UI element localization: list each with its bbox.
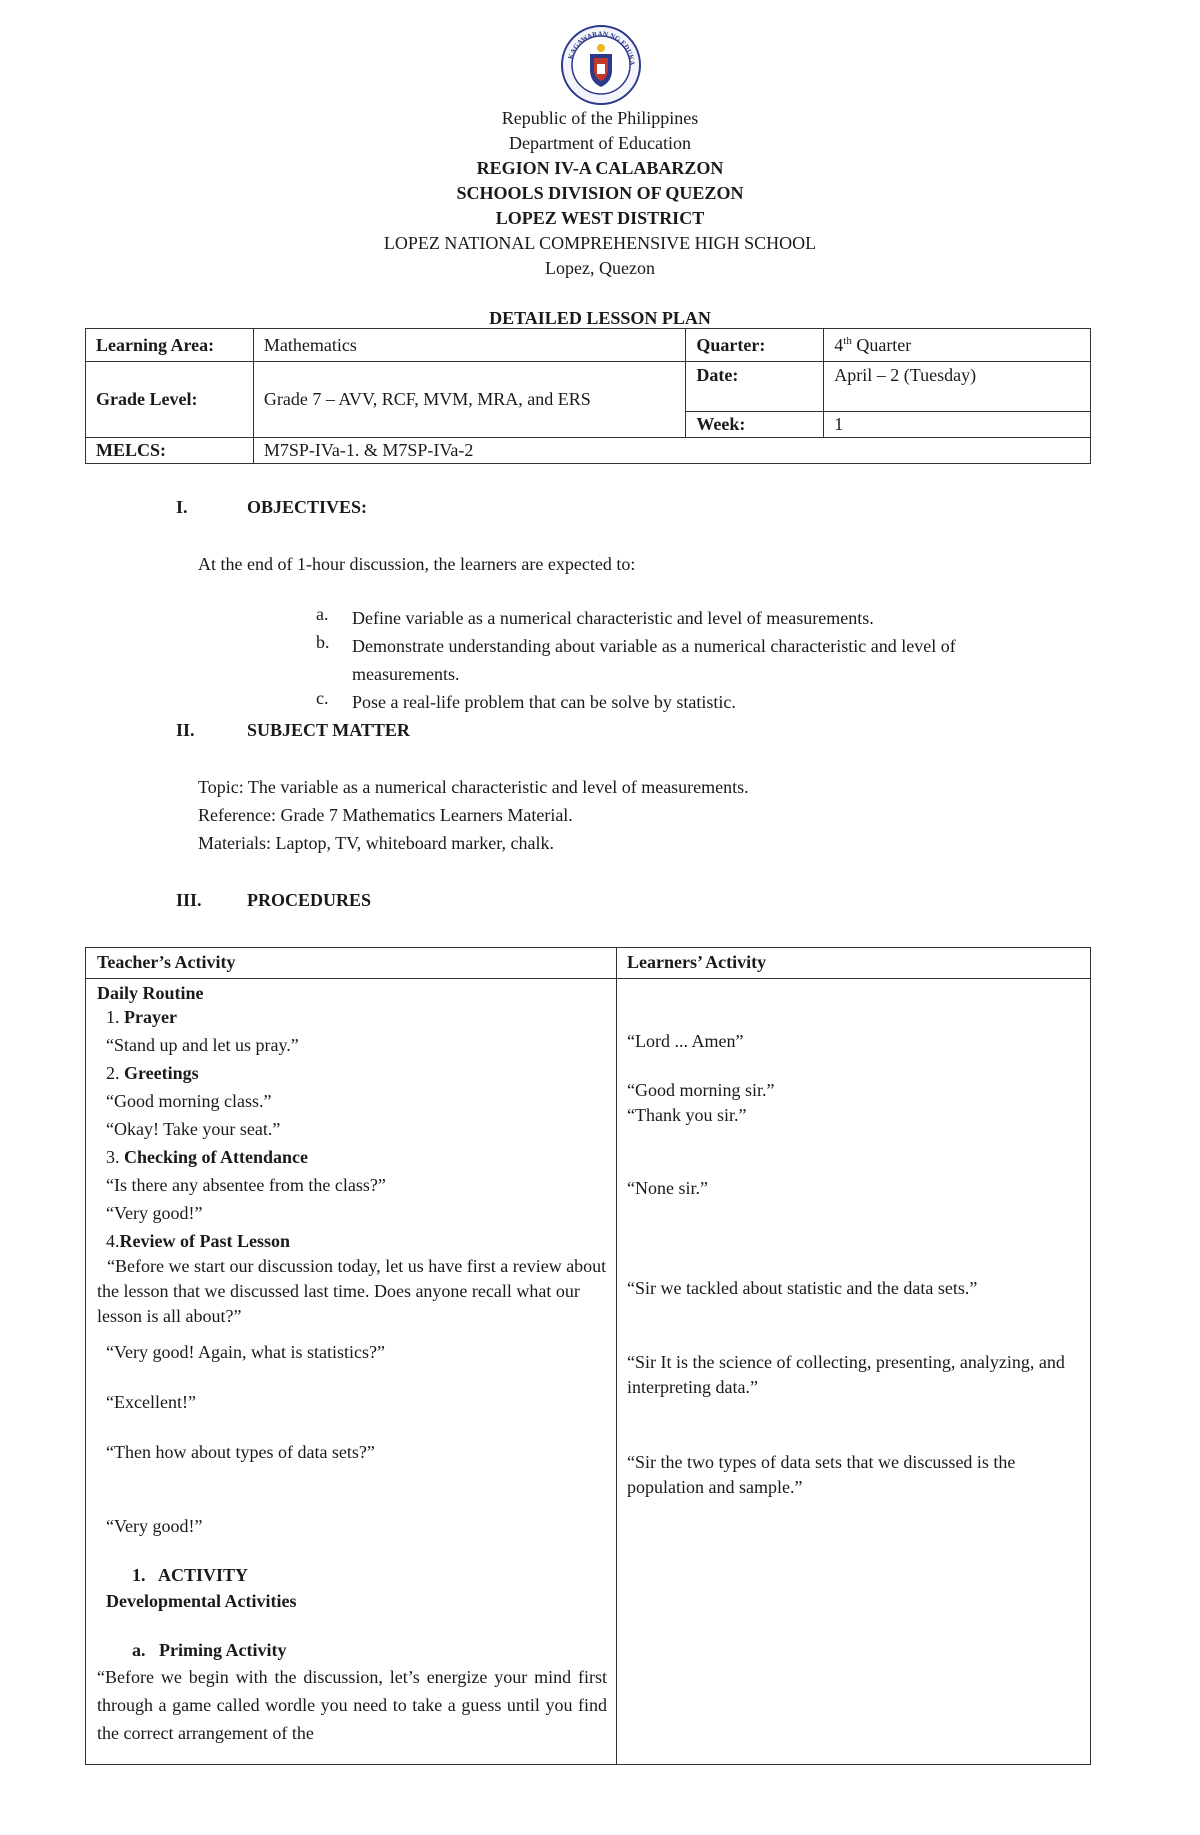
header-rule: [86, 978, 1090, 979]
learner-review-text-2: “Sir It is the science of collecting, presenting, analyzing, and interpreting data.”: [627, 1352, 1065, 1397]
objective-a-letter: a.: [316, 604, 329, 624]
learner-greeting-text-1: “Good morning sir.”: [627, 1080, 775, 1100]
teacher-attendance-text-1: “Is there any absentee from the class?”: [106, 1175, 386, 1195]
learners-activity-header: Learners’ Activity: [627, 952, 767, 972]
teacher-activity-header: Teacher’s Activity: [97, 952, 236, 972]
header-region: REGION IV-A CALABARZON: [476, 158, 724, 178]
melcs-label: MELCS:: [86, 438, 254, 464]
subject-matter-number: II.: [176, 720, 195, 740]
teacher-review-text-5: “Very good!”: [106, 1516, 203, 1536]
daily-routine-heading: Daily Routine: [97, 983, 204, 1003]
deped-seal-icon: [560, 24, 642, 106]
header-district: LOPEZ WEST DISTRICT: [495, 208, 705, 228]
week-value: 1: [824, 412, 1091, 438]
grade-level-value: Grade 7 – AVV, RCF, MVM, MRA, and ERS: [253, 362, 685, 438]
melcs-value: M7SP-IVa-1. & M7SP-IVa-2: [253, 438, 1090, 464]
date-label: Date:: [686, 362, 824, 412]
svg-text:KAGAWARAN NG EDUKASYON: KAGAWARAN NG EDUKA: [566, 29, 637, 66]
greetings-heading: 2. Greetings: [106, 1063, 199, 1083]
learner-prayer-text: “Lord ... Amen”: [627, 1031, 744, 1051]
header-republic: Republic of the Philippines: [501, 108, 699, 128]
objective-a-text: Define variable as a numerical characteristic and level of measurements.: [352, 608, 874, 628]
developmental-activities-heading: Developmental Activities: [106, 1591, 297, 1611]
objectives-intro: At the end of 1-hour discussion, the learners are expected to:: [198, 554, 636, 574]
review-heading: 4.Review of Past Lesson: [106, 1231, 290, 1251]
teacher-greeting-text-2: “Okay! Take your seat.”: [106, 1119, 281, 1139]
quarter-value: 4th Quarter: [824, 329, 1091, 362]
objectives-number: I.: [176, 497, 188, 517]
learner-attendance-text: “None sir.”: [627, 1178, 708, 1198]
teacher-prayer-text: “Stand up and let us pray.”: [106, 1035, 299, 1055]
objective-c-letter: c.: [316, 688, 329, 708]
objective-b-letter: b.: [316, 632, 330, 652]
objectives-title: OBJECTIVES:: [247, 497, 368, 517]
procedures-table: [85, 947, 1091, 1765]
subject-reference: Reference: Grade 7 Mathematics Learners Material.: [198, 805, 573, 825]
prayer-heading: 1. Prayer: [106, 1007, 177, 1027]
objective-b-text: Demonstrate understanding about variable as a numerical characteristic and level of measurements.: [352, 636, 956, 684]
header-department: Department of Education: [509, 133, 691, 153]
teacher-review-text-2: “Very good! Again, what is statistics?”: [106, 1342, 385, 1362]
teacher-review-text-4: “Then how about types of data sets?”: [106, 1442, 375, 1462]
header-school: LOPEZ NATIONAL COMPREHENSIVE HIGH SCHOOL: [383, 233, 817, 253]
week-label: Week:: [686, 412, 824, 438]
attendance-heading: 3. Checking of Attendance: [106, 1147, 308, 1167]
document-title: DETAILED LESSON PLAN: [489, 308, 711, 328]
subject-materials: Materials: Laptop, TV, whiteboard marker, chalk.: [198, 833, 555, 853]
priming-activity-heading: a. Priming Activity: [132, 1640, 287, 1660]
subject-matter-title: SUBJECT MATTER: [247, 720, 410, 740]
procedures-title: PROCEDURES: [247, 890, 372, 910]
teacher-priming-text: “Before we begin with the discussion, let’s energize your mind first through a game called wordle you need to take a guess until you find the correct arrangement of the: [97, 1667, 607, 1743]
quarter-label: Quarter:: [686, 329, 824, 362]
deped-seal: [560, 24, 642, 106]
grade-level-label: Grade Level:: [86, 362, 254, 438]
activity-heading: 1. ACTIVITY: [132, 1565, 249, 1585]
learning-area-value: Mathematics: [253, 329, 685, 362]
date-value: April – 2 (Tuesday): [824, 362, 1091, 412]
subject-topic: Topic: The variable as a numerical characteristic and level of measurements.: [198, 777, 749, 797]
header-location: Lopez, Quezon: [545, 258, 655, 278]
column-divider: [616, 948, 617, 1764]
procedures-number: III.: [176, 890, 202, 910]
learner-review-text-3: “Sir the two types of data sets that we discussed is the population and sample.”: [627, 1452, 1016, 1497]
learner-review-text-1: “Sir we tackled about statistic and the data sets.”: [627, 1278, 978, 1298]
header-division: SCHOOLS DIVISION OF QUEZON: [456, 183, 744, 203]
lesson-info-table: [85, 328, 1091, 464]
teacher-attendance-text-2: “Very good!”: [106, 1203, 203, 1223]
teacher-review-text-3: “Excellent!”: [106, 1392, 196, 1412]
objective-c-text: Pose a real-life problem that can be solve by statistic.: [352, 692, 736, 712]
teacher-review-text: “Before we start our discussion today, let us have first a review about the lesson that we discussed last time. Does anyone recall what our lesson is all about?”: [97, 1256, 607, 1326]
teacher-greeting-text-1: “Good morning class.”: [106, 1091, 272, 1111]
learning-area-label: Learning Area:: [86, 329, 254, 362]
learner-greeting-text-2: “Thank you sir.”: [627, 1105, 747, 1125]
